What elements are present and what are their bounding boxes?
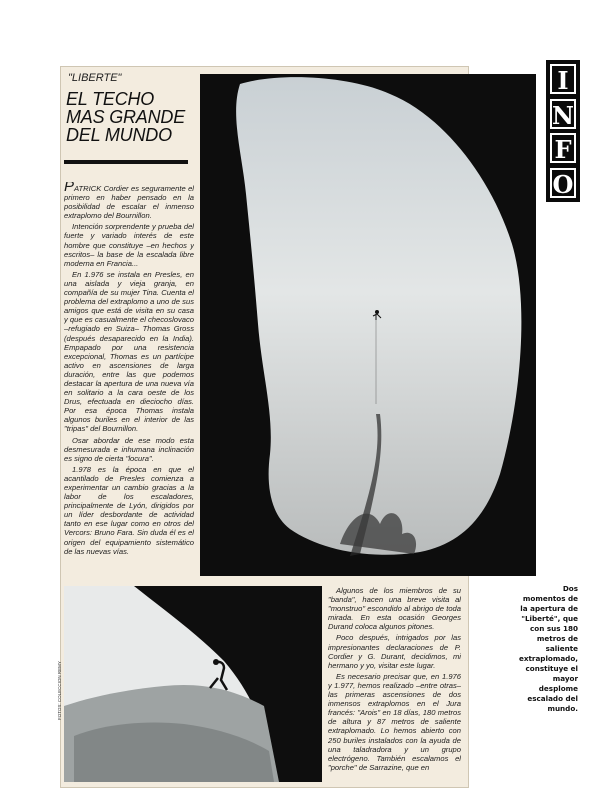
headline-line: MAS GRANDE [66, 107, 186, 127]
cave-arch-photo [200, 74, 536, 576]
badge-letter: F [550, 133, 576, 163]
badge-letter: N [550, 99, 576, 129]
article-kicker: "LIBERTE" [68, 72, 122, 84]
article-paragraph: Es necesario precisar que, en 1.976 y 1.977, hemos realizado –entre otras– las primeras ascensiones de dos inmensos extraplomos en el Jura francés: "Arois" en 18 días, 180 metros de altura y 87 metros de saliente extraplomado. Lo hemos abierto con 250 buriles instalados con la ayuda de una taladradora y un grupo electrógeno. También escalamos el "porche" de Sarrazine, que en [328, 671, 461, 772]
badge-letter: I [550, 64, 576, 94]
photo-credit: FOTOS: COLECCION REMY [57, 661, 62, 720]
article-right-column [328, 586, 461, 784]
headline-rule [64, 160, 188, 164]
article-paragraph: Poco después, intrigados por las impresionantes declaraciones de P. Cordier y G. Durant, decidimos, mi hermano y yo, visitar este lugar. [328, 633, 461, 670]
article-paragraph: Intención sorprendente y prueba del fuerte y variado interés de este hombre que constituye –en hechos y escritos– la base de la escalada libre moderna en Francia... [64, 222, 194, 268]
climber-illustration [64, 586, 322, 782]
article-paragraph: En 1.976 se instala en Presles, en una aislada y vieja granja, en compañía de su mujer Tina. Cuenta el problema del extraplomo a uno de sus amigos que está de visita en su casa y que es casualmente el checoslovaco –refugiado en Suiza– Thomas Gross (después desaparecido en la India). Empapado por una resistencia excepcional, Thomas es un partícipe activo en ascensiones de larga duración, entre las que podemos destacar la apertura de una nueva vía en solitario a la cara oeste de los Drus, efectuada en dieciocho días. Por esa época Thomas instala algunos buriles en el interior de las "tripas" del Bournillon. [64, 269, 194, 434]
article-paragraph: PATRICK Cordier es seguramente el primero en haber pensado en la posibilidad de escalar el inmenso extraplomo del Bournillon. [64, 182, 194, 220]
cave-arch-illustration [200, 74, 536, 576]
headline-line: EL TECHO [66, 89, 155, 109]
info-section-badge [546, 60, 580, 202]
climber-roof-photo [64, 586, 322, 782]
drop-cap: P [64, 182, 75, 195]
article-left-column [64, 182, 194, 580]
headline-line: DEL MUNDO [66, 125, 172, 145]
article-headline [66, 90, 196, 144]
article-paragraph: Algunos de los miembros de su "banda", hacen una breve visita al "monstruo" escondido al abrigo de toda mirada. En esta ocasión Georges Durand coloca algunos pitones. [328, 586, 461, 632]
photo-caption: Dos momentos de la apertura de "Liberté", que con sus 180 metros de saliente extraplomado, constituye el mayor desplome escalado del mundo. [518, 584, 578, 713]
article-paragraph: 1.978 es la época en que el acantilado de Presles comienza a experimentar un cambio gracias a la labor de los escaladores, principalmente de Lyón, dirigidos por un líder desbordante de actividad tanto en ese lugar como en otros del Vercors: Bruno Fara. Sin duda él es el origen del equipamiento sistemático de las nuevas vías. [64, 464, 194, 556]
badge-letter: O [550, 168, 576, 198]
article-paragraph: Osar abordar de ese modo esta desmesurada e inhumana inclinación es signo de cierta "locura". [64, 435, 194, 463]
